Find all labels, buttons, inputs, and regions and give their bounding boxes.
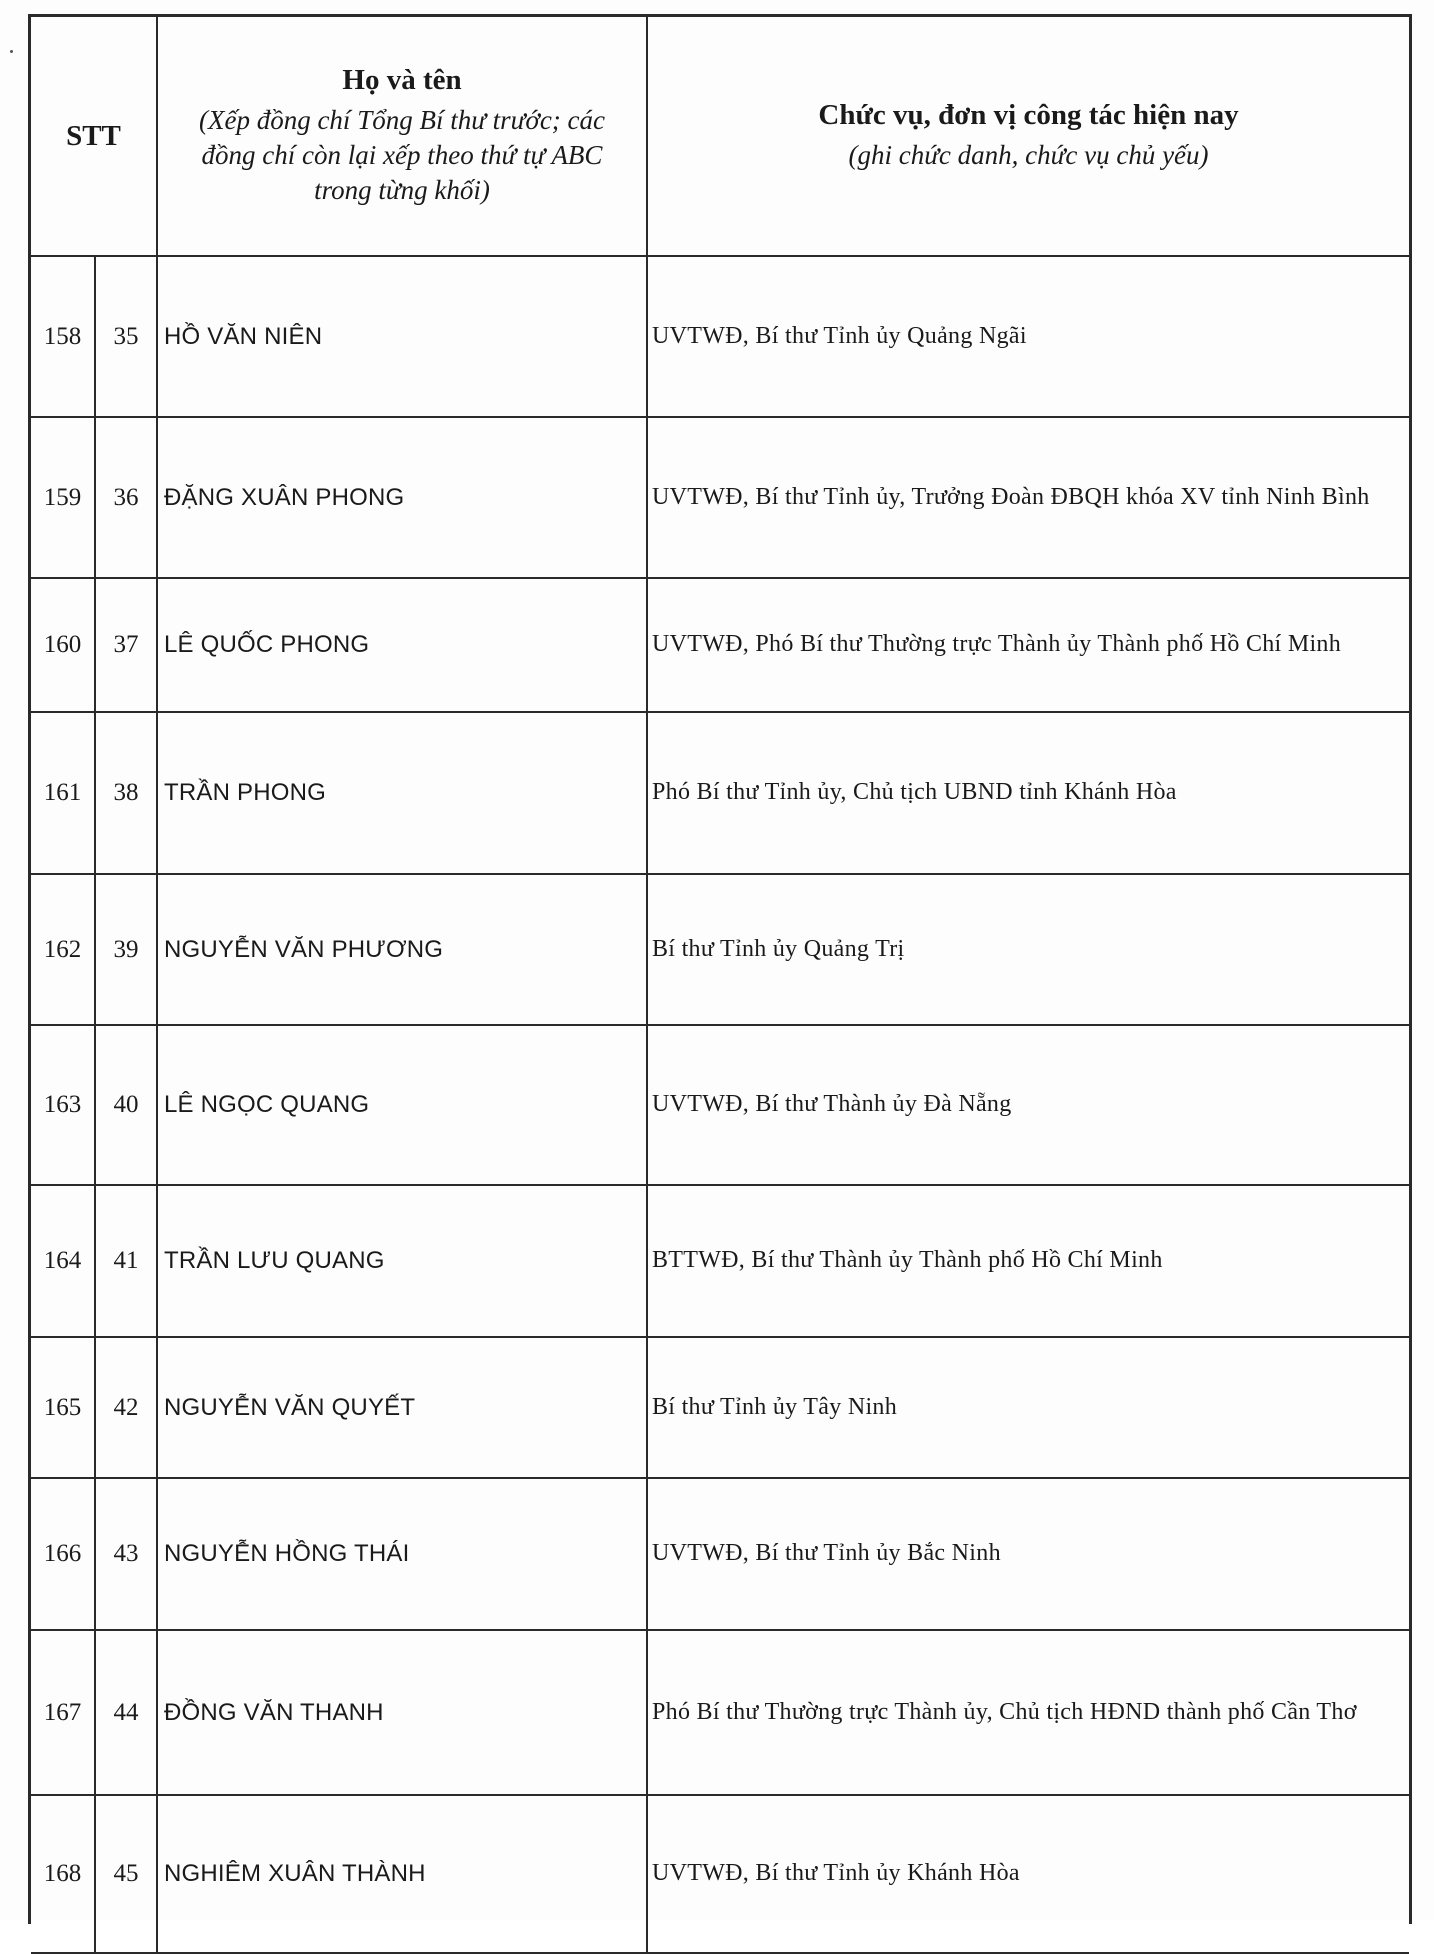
row-position-text: UVTWĐ, Bí thư Tỉnh ủy Quảng Ngãi xyxy=(652,322,1027,349)
row-position-text: Bí thư Tỉnh ủy Quảng Trị xyxy=(652,935,905,962)
row-position-text: Phó Bí thư Tỉnh ủy, Chủ tịch UBND tỉnh Khánh Hòa xyxy=(652,779,1177,806)
row-stt: 160 xyxy=(31,579,96,713)
row-stt: 166 xyxy=(31,1479,96,1631)
row-name: NGUYỄN HỒNG THÁI xyxy=(158,1479,648,1631)
row-stt: 161 xyxy=(31,713,96,875)
row-sub-number: 43 xyxy=(96,1479,158,1631)
header-position xyxy=(648,17,1409,257)
row-name: HỒ VĂN NIÊN xyxy=(158,257,648,418)
row-position xyxy=(648,418,1409,579)
row-sub-number: 39 xyxy=(96,875,158,1026)
header-name-title: Họ và tên xyxy=(342,63,462,96)
row-position xyxy=(648,1338,1409,1479)
row-position xyxy=(648,257,1409,418)
row-position xyxy=(648,1186,1409,1338)
row-stt: 163 xyxy=(31,1026,96,1186)
row-position xyxy=(648,579,1409,713)
header-stt: STT xyxy=(31,17,158,257)
row-position-text: BTTWĐ, Bí thư Thành ủy Thành phố Hồ Chí Minh xyxy=(652,1247,1163,1274)
row-name: LÊ NGỌC QUANG xyxy=(158,1026,648,1186)
header-name-note: (Xếp đồng chí Tổng Bí thư trước; các đồng chí còn lại xếp theo thứ tự ABC trong từng khối) xyxy=(198,104,606,206)
row-position-text: UVTWĐ, Phó Bí thư Thường trực Thành ủy Thành phố Hồ Chí Minh xyxy=(652,631,1342,658)
row-name: NGUYỄN VĂN QUYẾT xyxy=(158,1338,648,1479)
row-position-text: UVTWĐ, Bí thư Tỉnh ủy Bắc Ninh xyxy=(652,1540,1001,1567)
row-stt: 159 xyxy=(31,418,96,579)
row-position-text: Bí thư Tỉnh ủy Tây Ninh xyxy=(652,1393,898,1420)
row-name: TRẦN LƯU QUANG xyxy=(158,1186,648,1338)
row-position xyxy=(648,1479,1409,1631)
row-sub-number: 40 xyxy=(96,1026,158,1186)
row-sub-number: 36 xyxy=(96,418,158,579)
row-stt: 158 xyxy=(31,257,96,418)
row-position xyxy=(648,713,1409,875)
row-position xyxy=(648,1026,1409,1186)
scan-speck xyxy=(10,50,13,53)
row-position xyxy=(648,1796,1409,1954)
personnel-table xyxy=(28,14,1412,1924)
row-position-text: UVTWĐ, Bí thư Tỉnh ủy, Trưởng Đoàn ĐBQH khóa XV tỉnh Ninh Bình xyxy=(652,483,1370,510)
row-name: TRẦN PHONG xyxy=(158,713,648,875)
row-position-text: UVTWĐ, Bí thư Tỉnh ủy Khánh Hòa xyxy=(652,1860,1020,1887)
row-sub-number: 38 xyxy=(96,713,158,875)
row-stt: 167 xyxy=(31,1631,96,1796)
row-name: ĐẶNG XUÂN PHONG xyxy=(158,418,648,579)
row-name: NGHIÊM XUÂN THÀNH xyxy=(158,1796,648,1954)
row-sub-number: 41 xyxy=(96,1186,158,1338)
row-stt: 162 xyxy=(31,875,96,1026)
row-position-text: Phó Bí thư Thường trực Thành ủy, Chủ tịch HĐND thành phố Cần Thơ xyxy=(652,1698,1357,1725)
row-name: NGUYỄN VĂN PHƯƠNG xyxy=(158,875,648,1026)
header-position-note: (ghi chức danh, chức vụ chủ yếu) xyxy=(848,139,1209,170)
row-position xyxy=(648,1631,1409,1796)
row-sub-number: 37 xyxy=(96,579,158,713)
row-position-text: UVTWĐ, Bí thư Thành ủy Đà Nẵng xyxy=(652,1091,1012,1118)
row-position xyxy=(648,875,1409,1026)
row-sub-number: 42 xyxy=(96,1338,158,1479)
header-name xyxy=(158,17,648,257)
row-sub-number: 35 xyxy=(96,257,158,418)
row-stt: 165 xyxy=(31,1338,96,1479)
row-sub-number: 45 xyxy=(96,1796,158,1954)
row-stt: 168 xyxy=(31,1796,96,1954)
header-position-title: Chức vụ, đơn vị công tác hiện nay xyxy=(818,98,1239,131)
row-stt: 164 xyxy=(31,1186,96,1338)
row-sub-number: 44 xyxy=(96,1631,158,1796)
row-name: ĐỒNG VĂN THANH xyxy=(158,1631,648,1796)
row-name: LÊ QUỐC PHONG xyxy=(158,579,648,713)
